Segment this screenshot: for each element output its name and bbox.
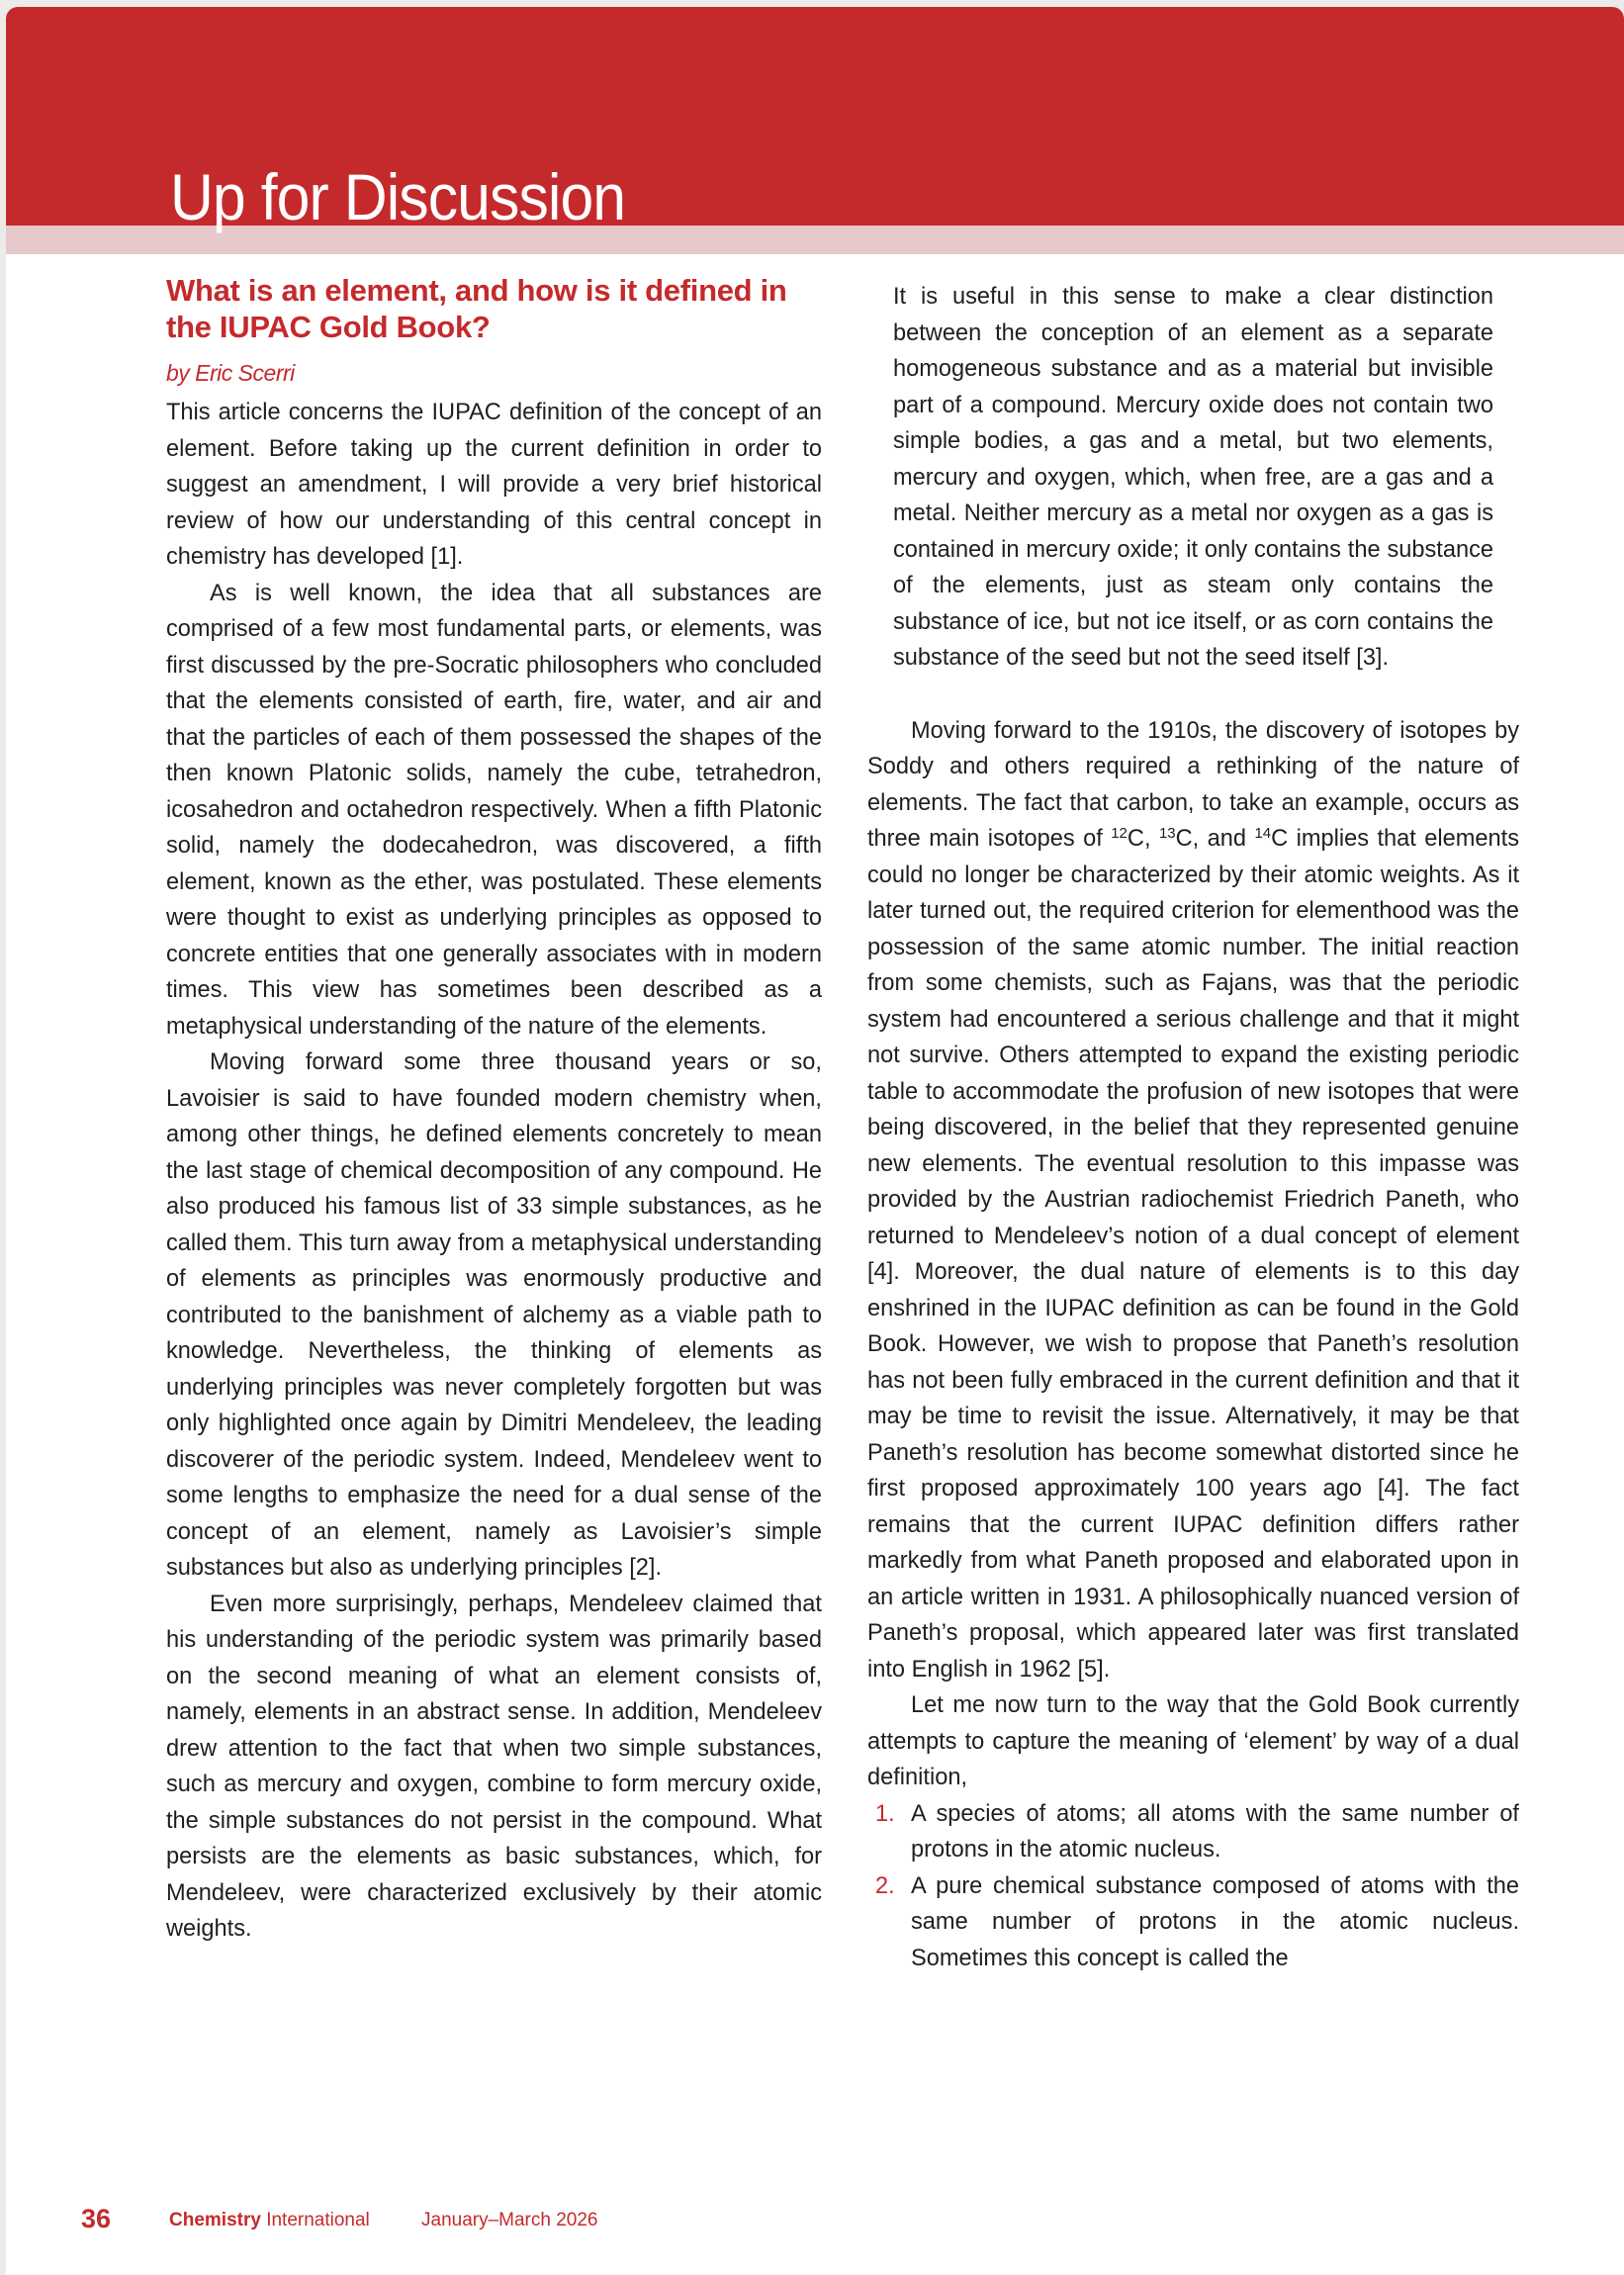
- isotopes-paragraph: [867, 713, 1519, 1688]
- left-column: [166, 272, 822, 1948]
- publication-name-rest: International: [266, 2210, 370, 2230]
- body-paragraph: Even more surprisingly, perhaps, Mendeleev claimed that his understanding of the periodic system was primarily based on the second meaning of what an element consists of, namely, elements in an abstract sense. In addition, Mendeleev drew attention to the fact that when two simple substances, such as mercury and oxygen, combine to form mercury oxide, the simple substances do not persist in the compound. What persists are the elements as basic substances, which, for Mendeleev, were characterized exclusively by their atomic weights.: [166, 1591, 822, 1942]
- definition-list: [867, 1796, 1519, 1977]
- gold-book-paragraph: Let me now turn to the way that the Gold Book currently attempts to capture the meaning of ‘element’ by way of a dual definition,: [867, 1692, 1519, 1790]
- page: [6, 7, 1624, 2275]
- issue-date: January–March 2026: [421, 2210, 598, 2230]
- section-title: Up for Discussion: [170, 160, 626, 233]
- text-run: C implies that elements could no longer be characterized by their atomic weights. As it later turned out, the required criterion for elementhood was the possession of the same atomic number. The initial reaction from some chemists, such as Fajans, was that the periodic system had encountered a serious challenge and that it might not survive. Others attempted to expand the existing periodic table to accommodate the profusion of new isotopes that were being discovered, in the belief that they represented genuine new elements. The eventual resolution to this impasse was provided by the Austrian radiochemist Friedrich Paneth, who returned to Mendeleev’s notion of a dual concept of element [4]. Moreover, the dual nature of elements is to this day enshrined in the IUPAC definition as can be found in the Gold Book. However, we wish to propose that Paneth’s resolution has not been fully embraced in the current definition and that it may be time to revisit the issue. Alternatively, it may be that Paneth’s resolution has become somewhat distorted since he first proposed approximately 100 years ago [4]. The fact remains that the current IUPAC definition differs rather markedly from what Paneth proposed and elaborated upon in an article written in 1931. A philosophically nuanced version of Paneth’s proposal, which appeared later was first translated into English in 1962 [5].: [867, 826, 1519, 1683]
- isotope-mass-number: 13: [1158, 825, 1176, 842]
- intro-paragraph: This article concerns the IUPAC definition of the concept of an element. Before taking up the current definition in order to suggest an amendment, I will provide a very brief historical review of how our understanding of this central concept in chemistry has developed [1].: [166, 400, 822, 570]
- body-paragraph: As is well known, the idea that all substances are comprised of a few most fundamental parts, or elements, was first discussed by the pre-Socratic philosophers who concluded that the elements consisted of earth, fire, water, and air and that the particles of each of them possessed the shapes of the then known Platonic solids, namely the cube, tetrahedron, icosahedron and octahedron respectively. When a fifth Platonic solid, namely the dodecahedron, was discovered, a fifth element, known as the ether, was postulated. These elements were thought to exist as underlying principles as opposed to concrete entities that one generally associates with in modern times. This view has sometimes been described as a metaphysical understanding of the nature of the elements.: [166, 580, 822, 1040]
- right-column: [867, 279, 1519, 1976]
- quote-block: It is useful in this sense to make a clear distinction between the conception of an element as a separate homogeneous substance and as a material but invisible part of a compound. Mercury oxide does not contain two simple bodies, a gas and a metal, but two elements, mercury and oxygen, which, when free, are a gas and a metal. Neither mercury as a metal nor oxygen as a gas is contained in mercury oxide; it only contains the substance of the elements, just as steam only contains the substance of ice, but not ice itself, or as corn contains the substance of the seed but not the seed itself [3].: [893, 284, 1493, 671]
- text-run: C, and: [1175, 826, 1255, 852]
- body-paragraph: Moving forward some three thousand years or so, Lavoisier is said to have founded modern chemistry when, among other things, he defined elements concretely to mean the last stage of chemical decomposition of any compound. He also produced his famous list of 33 simple substances, as he called them. This turn away from a metaphysical understanding of elements as principles was enormously productive and contributed to the banishment of alchemy as a viable path to knowledge. Nevertheless, the thinking of elements as underlying principles was never completely forgotten but was only highlighted once again by Dimitri Mendeleev, the leading discoverer of the periodic system. Indeed, Mendeleev went to some lengths to emphasize the need for a dual sense of the concept of an element, namely as Lavoisier’s simple substances but also as underlying principles [2].: [166, 1049, 822, 1581]
- paragraph-gap: [867, 677, 1519, 713]
- article-title: What is an element, and how is it defined in the IUPAC Gold Book?: [166, 273, 787, 344]
- page-number: 36: [81, 2204, 112, 2233]
- definition-text: A pure chemical substance composed of atoms with the same number of protons in the atomic nucleus. Sometimes this concept is called the: [911, 1872, 1519, 1971]
- definition-item: [867, 1868, 1519, 1977]
- list-number: 2.: [875, 1872, 895, 1899]
- publication-name: [169, 2206, 370, 2235]
- isotope-mass-number: 12: [1111, 825, 1128, 842]
- definition-text: A species of atoms; all atoms with the same number of protons in the atomic nucleus.: [911, 1800, 1519, 1863]
- list-number: 1.: [875, 1800, 895, 1827]
- isotope-mass-number: 14: [1254, 825, 1272, 842]
- text-run: Moving forward to the 1910s, the discovery of isotopes by Soddy and others required a rethinking of the nature of elements. The fact that carbon, to take an example, occurs as three main isotopes of: [867, 717, 1519, 852]
- text-run: C,: [1127, 826, 1159, 852]
- definition-item: [867, 1796, 1519, 1868]
- publication-name-bold: Chemistry: [169, 2210, 261, 2230]
- byline: by Eric Scerri: [166, 360, 295, 386]
